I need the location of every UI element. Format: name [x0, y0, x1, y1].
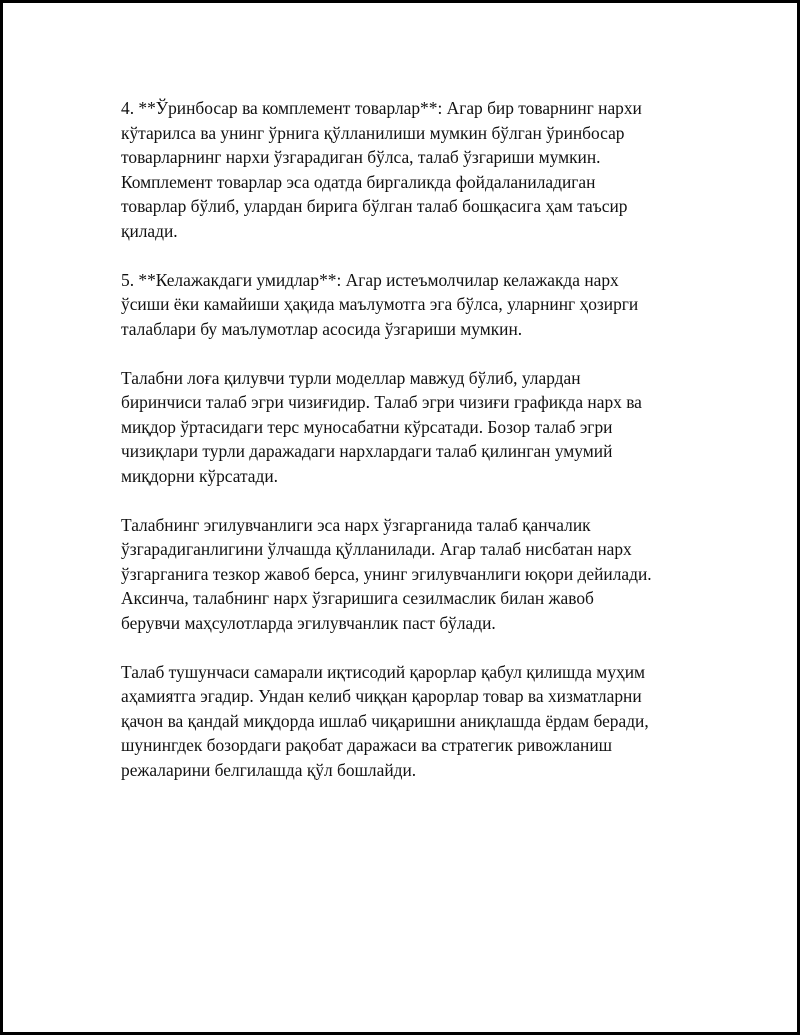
paragraph-future-expectations — [121, 268, 701, 342]
text-line: қилади. — [121, 220, 178, 241]
text-line: ўзгарадиганлигини ўлчашда қўлланилади. Агар талаб нисбатан нарх — [121, 539, 632, 559]
text-line: берувчи маҳсулотларда эгилувчанлик паст бўлади. — [121, 612, 496, 633]
text-line: аҳамиятга эгадир. Ундан келиб чиққан қарорлар товар ва хизматларни — [121, 686, 642, 706]
text-line: Аксинча, талабнинг нарх ўзгаришига сезилмаслик билан жавоб — [121, 588, 594, 608]
text-line: Талабнинг эгилувчанлиги эса нарх ўзгарганида талаб қанчалик — [121, 514, 591, 535]
text-line: миқдорни кўрсатади. — [121, 465, 279, 486]
text-line: ўзгарганига тезкор жавоб берса, унинг эгилувчанлиги юқори дейилади. — [121, 563, 652, 584]
text-line: шунингдек бозордаги рақобат даражаси ва стратегик ривожланиш — [121, 735, 613, 755]
text-line: миқдор ўртасидаги терс муносабатни кўрсатади. Бозор талаб эгри — [121, 416, 613, 437]
text-line: товарлар бўлиб, улардан бирига бўлган талаб бошқасига ҳам таъсир — [121, 196, 628, 216]
text-line: биринчиси талаб эгри чизиғидир. Талаб эгри чизиғи графикда нарх ва — [121, 392, 642, 412]
text-line: товарларнинг нархи ўзгарадиган бўлса, талаб ўзгариши мумкин. — [121, 147, 601, 167]
text-line: қачон ва қандай миқдорда ишлаб чиқаришни аниқлашда ёрдам беради, — [121, 710, 649, 731]
text-line: Талаб тушунчаси самарали иқтисодий қарорлар қабул қилишда муҳим — [121, 661, 646, 682]
text-line: режаларини белгилашда қўл бошлайди. — [121, 759, 417, 780]
paragraph-substitute-complement-goods — [121, 96, 701, 243]
text-line: чизиқлари турли даражадаги нархлардаги талаб қилинган умумий — [121, 441, 613, 461]
paragraph-demand-elasticity — [121, 513, 701, 636]
text-line: Комплемент товарлар эса одатда биргаликда фойдаланиладиган — [121, 171, 596, 192]
text-line: Талабни лоға қилувчи турли моделлар мавжуд бўлиб, улардан — [121, 367, 581, 388]
text-line: ўсиши ёки камайиши ҳақида маълумотга эга бўлса, уларнинг ҳозирги — [121, 294, 639, 314]
paragraph-demand-importance — [121, 660, 701, 783]
text-line: 4. **Ўринбосар ва комплемент товарлар**: Агар бир товарнинг нархи — [121, 98, 642, 118]
text-line: 5. **Келажакдаги умидлар**: Агар истеъмолчилар келажакда нарх — [121, 269, 619, 290]
text-line: кўтарилса ва унинг ўрнига қўлланилиши мумкин бўлган ўринбосар — [121, 122, 625, 143]
document-body — [121, 96, 701, 807]
paragraph-demand-models — [121, 366, 701, 489]
text-line: талаблари бу маълумотлар асосида ўзгариши мумкин. — [121, 318, 523, 339]
